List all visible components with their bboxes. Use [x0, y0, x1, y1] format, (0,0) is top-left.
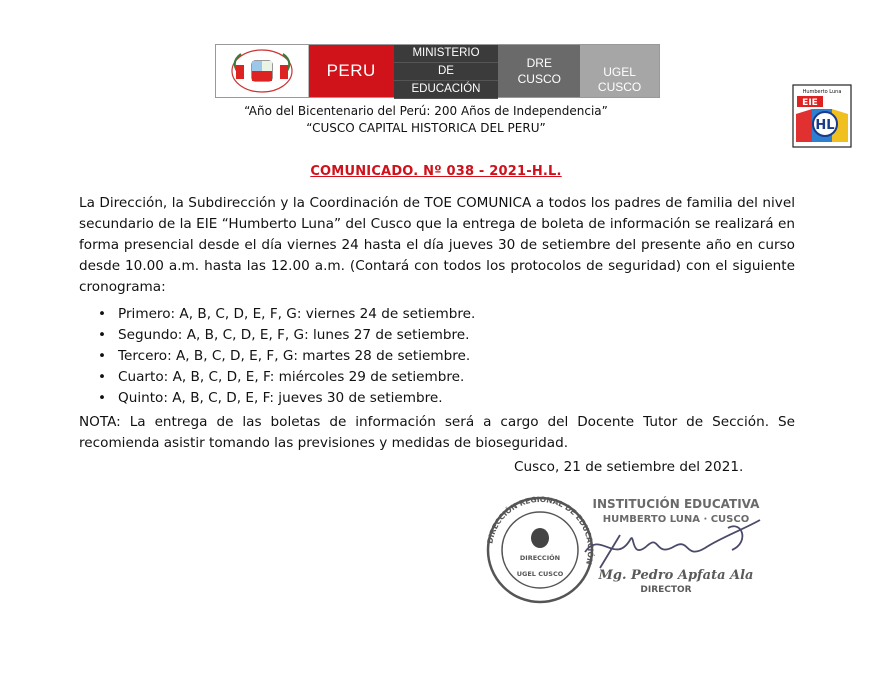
- dre-block: [498, 45, 580, 97]
- document-title: COMUNICADO. Nº 038 - 2021-H.L.: [310, 164, 562, 179]
- ugel-block: [580, 45, 659, 97]
- ministry-line: MINISTERIO: [394, 45, 499, 63]
- institution-stamp-line-2: HUMBERTO LUNA · CUSCO: [602, 514, 750, 525]
- signer-role: DIRECTOR: [640, 585, 692, 595]
- round-stamp-ring-text: DIRECCIÓN REGIONAL DE EDUCACIÓN: [485, 494, 596, 566]
- date-line: Cusco, 21 de setiembre del 2021.: [514, 459, 744, 475]
- motto-line-2: “CUSCO CAPITAL HISTORICA DEL PERU”: [306, 121, 546, 135]
- schedule-item: • Cuarto: A, B, C, D, E, F: miércoles 29 de setiembre.: [98, 367, 475, 388]
- ugel-line: CUSCO: [597, 80, 642, 94]
- ministry-line: EDUCACIÓN: [394, 81, 499, 99]
- school-logo-badge: EIE: [802, 98, 818, 108]
- schedule-item: • Quinto: A, B, C, D, E, F: jueves 30 de setiembre.: [98, 388, 475, 409]
- schedule-item: • Primero: A, B, C, D, E, F, G: viernes 24 de setiembre.: [98, 304, 475, 325]
- government-banner: [215, 44, 660, 98]
- signature-stamp-area: [480, 490, 780, 605]
- ministry-block: [394, 45, 499, 97]
- peru-coat-of-arms-icon: [222, 47, 302, 95]
- round-stamp-icon: [485, 495, 595, 602]
- round-stamp-center: DIRECCIÓN: [519, 554, 561, 562]
- announcement-body: La Dirección, la Subdirección y la Coordinación de TOE COMUNICA a todos los padres de familia del nivel secundario de la EIE “Humberto Luna” del Cusco que la entrega de boleta de información se realizará en forma presencial desde el día viernes 24 hasta el día jueves 30 de setiembre del presente año en curso desde 10.00 a.m. hasta las 12.00 a.m. (Contará con todos los protocolos de seguridad) con el siguiente cronograma:: [79, 195, 795, 295]
- handwritten-signature-icon: [585, 520, 760, 568]
- schedule-list: [98, 304, 475, 409]
- school-logo-monogram: HL: [815, 118, 835, 133]
- school-logo-icon: [792, 84, 852, 148]
- country-label: PERU: [309, 45, 394, 97]
- note-paragraph: NOTA: La entrega de las boletas de información será a cargo del Docente Tutor de Sección. Se recomienda asistir tomando las previsiones y medidas de bioseguridad.: [79, 414, 795, 451]
- motto-line-1: “Año del Bicentenario del Perú: 200 Años de Independencia”: [244, 104, 608, 118]
- schedule-item: • Segundo: A, B, C, D, E, F, G: lunes 27 de setiembre.: [98, 325, 475, 346]
- dre-line: CUSCO: [517, 72, 561, 86]
- national-seal: [216, 45, 309, 97]
- dre-line: DRE: [526, 56, 552, 70]
- signer-name: Mg. Pedro Apfata Ala: [598, 568, 754, 583]
- ugel-line: UGEL: [603, 65, 636, 79]
- school-logo-name: Humberto Luna: [802, 89, 842, 95]
- schedule-item: • Tercero: A, B, C, D, E, F, G: martes 28 de setiembre.: [98, 346, 475, 367]
- round-stamp-bottom: UGEL CUSCO: [516, 570, 564, 578]
- institution-stamp-line-1: INSTITUCIÓN EDUCATIVA: [592, 497, 760, 511]
- ministry-line: DE: [394, 63, 499, 81]
